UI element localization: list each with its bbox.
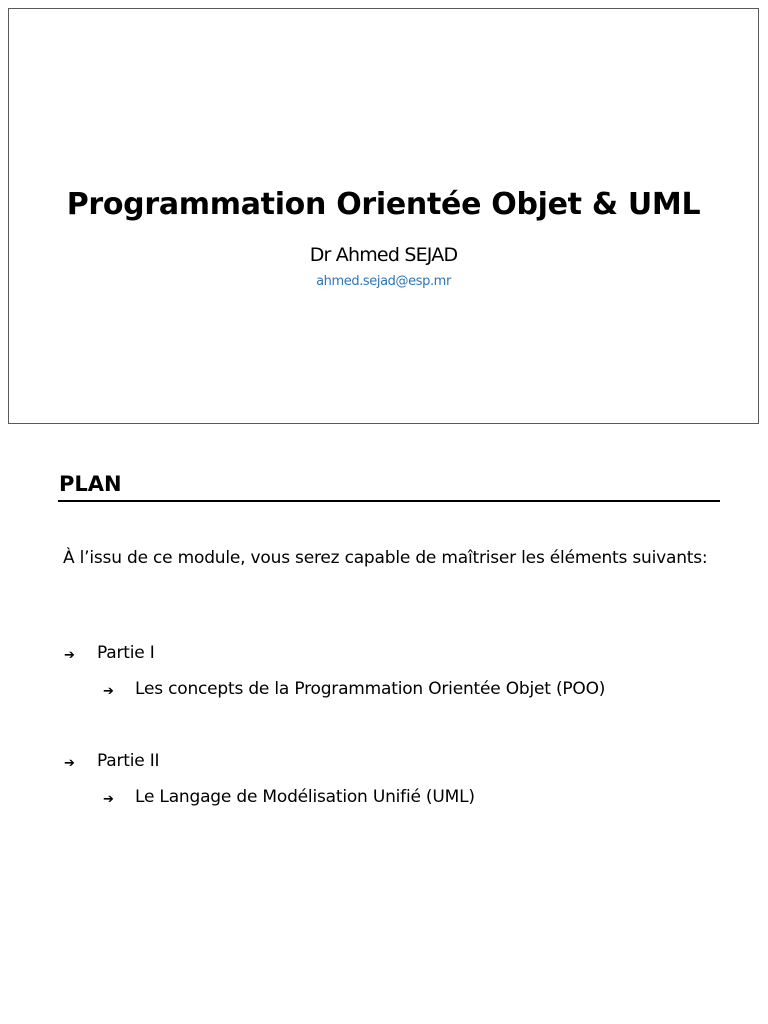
part-2-subitem: Le Langage de Modélisation Unifié (UML) bbox=[135, 787, 475, 807]
heading-divider bbox=[58, 500, 720, 502]
arrow-right-icon: ➔ bbox=[64, 648, 75, 663]
plan-heading: PLAN bbox=[59, 472, 122, 496]
part-1-subitem: Les concepts de la Programmation Orientée Objet (POO) bbox=[135, 679, 606, 699]
part-2-label: Partie II bbox=[97, 751, 160, 771]
arrow-right-icon: ➔ bbox=[64, 756, 75, 771]
author-email-link[interactable]: ahmed.sejad@esp.mr bbox=[316, 274, 451, 289]
author-name: Dr Ahmed SEJAD bbox=[309, 244, 458, 266]
intro-paragraph: À l’issu de ce module, vous serez capable de maîtriser les éléments suivants: bbox=[63, 548, 708, 568]
arrow-right-icon: ➔ bbox=[103, 792, 114, 807]
arrow-right-icon: ➔ bbox=[103, 684, 114, 699]
title-slide bbox=[8, 8, 759, 424]
part-1-label: Partie I bbox=[97, 643, 155, 663]
slide-title: Programmation Orientée Objet & UML bbox=[66, 187, 701, 222]
